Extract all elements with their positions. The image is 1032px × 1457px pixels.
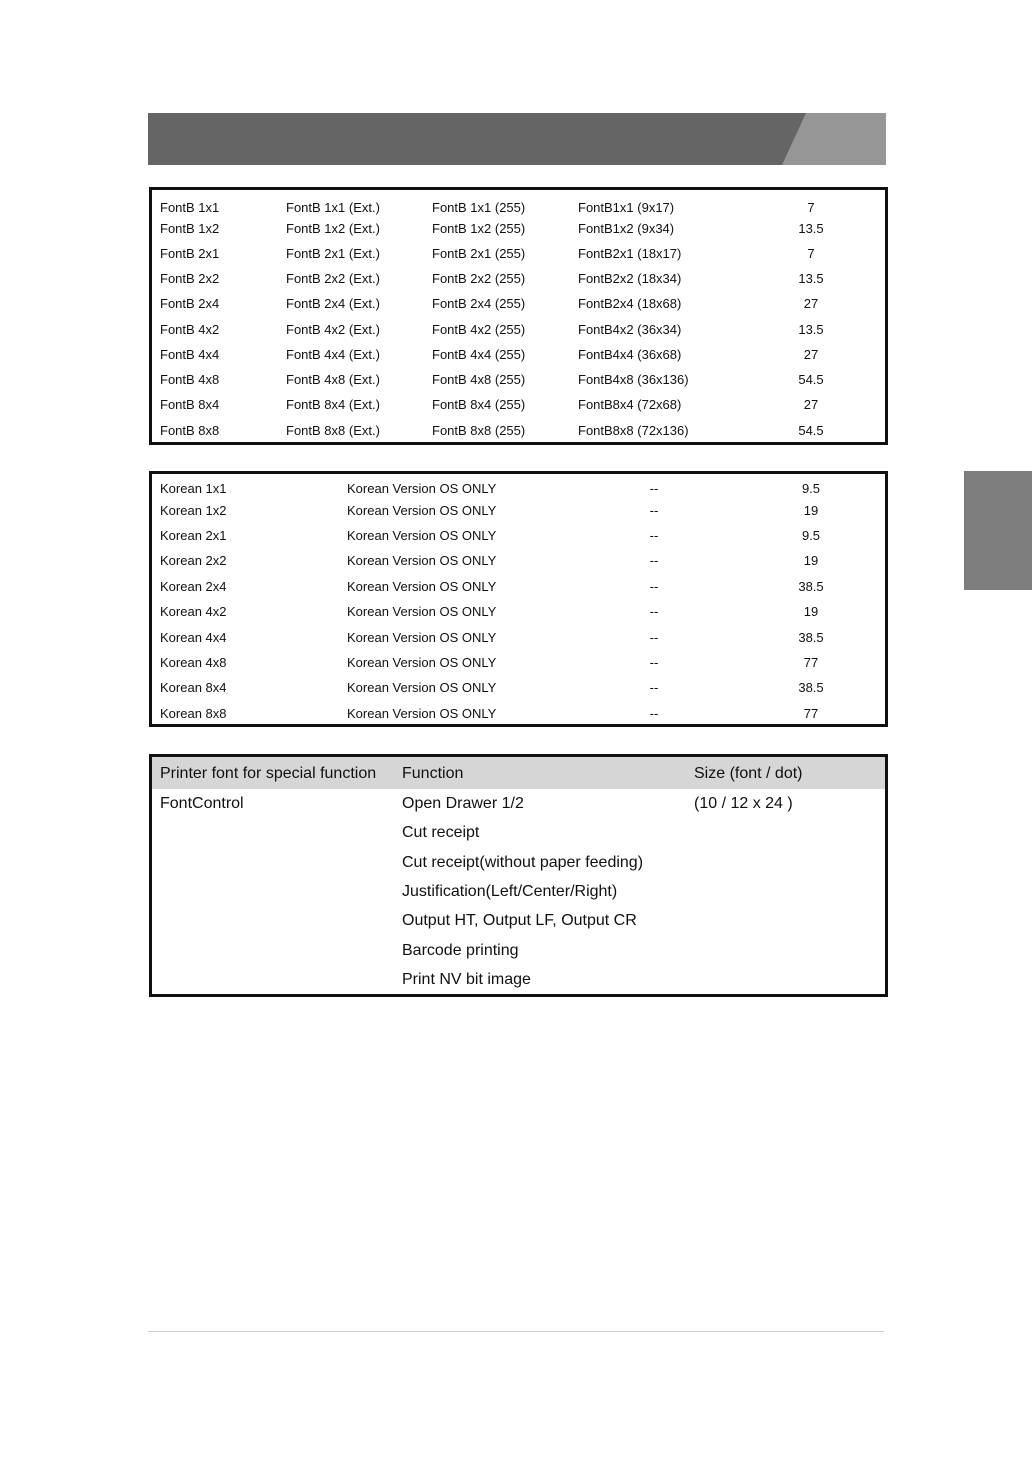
table-cell: Korean 4x4	[160, 630, 227, 645]
table-cell: Korean 8x8	[160, 706, 227, 721]
table-cell: FontB1x1 (9x17)	[578, 200, 675, 215]
table-row	[152, 479, 885, 499]
table-cell: FontB 4x8	[160, 372, 220, 387]
footer-divider	[148, 1331, 884, 1332]
table-cell: 9.5	[801, 481, 821, 496]
table-cell: 38.5	[798, 630, 824, 645]
table-cell: FontB2x2 (18x34)	[578, 271, 682, 286]
table-cell: 77	[803, 706, 819, 721]
header-cell-size: Size (font / dot)	[694, 765, 803, 782]
table-row	[152, 551, 885, 571]
table-cell: 38.5	[798, 579, 824, 594]
table-cell: FontB 2x4	[160, 296, 220, 311]
table-cell: 9.5	[801, 528, 821, 543]
table-row	[152, 501, 885, 521]
table-cell: FontB4x4 (36x68)	[578, 347, 682, 362]
table-cell: FontB 4x8 (Ext.)	[286, 372, 380, 387]
table-cell: Korean Version OS ONLY	[347, 680, 497, 695]
table-cell: FontB 8x4 (Ext.)	[286, 397, 380, 412]
table-cell: FontB8x4 (72x68)	[578, 397, 682, 412]
table-cell: FontB 8x4	[160, 397, 220, 412]
table-cell: FontB4x8 (36x136)	[578, 372, 689, 387]
table-cell: FontB 1x1 (255)	[432, 200, 526, 215]
table-cell: --	[649, 655, 659, 670]
table-cell: FontB 4x8 (255)	[432, 372, 526, 387]
table-cell: FontB 4x4	[160, 347, 220, 362]
table-cell: 19	[803, 553, 819, 568]
table-row	[152, 198, 885, 218]
table-row	[152, 653, 885, 673]
table-cell: 27	[803, 397, 819, 412]
header-cell-printer-font: Printer font for special function	[160, 765, 377, 782]
table-cell: Korean 2x1	[160, 528, 227, 543]
function-item: Barcode printing	[402, 941, 519, 959]
table-cell: Korean 4x8	[160, 655, 227, 670]
table-cell: FontB4x2 (36x34)	[578, 322, 682, 337]
table-cell: Korean Version OS ONLY	[347, 604, 497, 619]
table-cell: Korean 2x4	[160, 579, 227, 594]
table-cell: --	[649, 579, 659, 594]
table-cell: --	[649, 706, 659, 721]
table-cell: FontB 4x2 (255)	[432, 322, 526, 337]
table-cell: Korean Version OS ONLY	[347, 503, 497, 518]
table-cell: FontB 8x8 (Ext.)	[286, 423, 380, 438]
table-cell: 7	[807, 246, 815, 261]
table-row	[152, 628, 885, 648]
table-row	[152, 370, 885, 390]
table-cell: 38.5	[798, 680, 824, 695]
table-cell: --	[649, 553, 659, 568]
table-row	[152, 395, 885, 415]
table-cell: FontB8x8 (72x136)	[578, 423, 689, 438]
table-cell: 19	[803, 503, 819, 518]
font-name-cell: FontControl	[160, 795, 244, 812]
font-size-cell: (10 / 12 x 24 )	[694, 795, 793, 812]
table-cell: Korean 4x2	[160, 604, 227, 619]
table-cell: 13.5	[798, 221, 824, 236]
table-cell: 27	[803, 347, 819, 362]
table-row	[152, 421, 885, 441]
table-row	[152, 294, 885, 314]
table-cell: --	[649, 481, 659, 496]
chapter-header-bar	[148, 113, 886, 165]
section-side-tab	[964, 471, 1032, 590]
table-row	[152, 219, 885, 239]
table-cell: --	[649, 630, 659, 645]
table-cell: FontB 1x1	[160, 200, 220, 215]
table-cell: FontB 2x1 (255)	[432, 246, 526, 261]
table-cell: Korean 8x4	[160, 680, 227, 695]
table-cell: FontB2x1 (18x17)	[578, 246, 682, 261]
table-row	[152, 345, 885, 365]
table-cell: FontB 2x2 (255)	[432, 271, 526, 286]
table-cell: FontB 4x2 (Ext.)	[286, 322, 380, 337]
function-item: Justification(Left/Center/Right)	[402, 882, 618, 900]
table-cell: Korean 2x2	[160, 553, 227, 568]
table-cell: FontB 4x4 (255)	[432, 347, 526, 362]
function-item: Cut receipt(without paper feeding)	[402, 853, 644, 871]
table-cell: FontB2x4 (18x68)	[578, 296, 682, 311]
table-cell: FontB1x2 (9x34)	[578, 221, 675, 236]
table-cell: Korean Version OS ONLY	[347, 579, 497, 594]
table-cell: --	[649, 528, 659, 543]
table-row	[152, 602, 885, 622]
table-cell: Korean Version OS ONLY	[347, 553, 497, 568]
table-cell: Korean Version OS ONLY	[347, 481, 497, 496]
function-item: Print NV bit image	[402, 970, 531, 988]
table-cell: FontB 8x8 (255)	[432, 423, 526, 438]
table-cell: FontB 2x2	[160, 271, 220, 286]
table-cell: FontB 4x2	[160, 322, 220, 337]
table-cell: 7	[807, 200, 815, 215]
table-cell: FontB 4x4 (Ext.)	[286, 347, 380, 362]
table-cell: FontB 8x4 (255)	[432, 397, 526, 412]
fontb-table	[149, 187, 888, 445]
table-cell: FontB 2x1	[160, 246, 220, 261]
table-cell: --	[649, 503, 659, 518]
table-row	[152, 678, 885, 698]
table-cell: 13.5	[798, 322, 824, 337]
table-cell: FontB 1x2 (255)	[432, 221, 526, 236]
table-cell: FontB 2x4 (255)	[432, 296, 526, 311]
table-cell: 54.5	[798, 423, 824, 438]
table-cell: 77	[803, 655, 819, 670]
header-cell-function: Function	[402, 765, 464, 782]
table-cell: FontB 8x8	[160, 423, 220, 438]
table-row	[152, 244, 885, 264]
table-cell: Korean Version OS ONLY	[347, 706, 497, 721]
table-row	[152, 320, 885, 340]
table-cell: Korean 1x1	[160, 481, 227, 496]
function-item: Cut receipt	[402, 824, 480, 842]
table-row	[152, 704, 885, 724]
table-row	[152, 577, 885, 597]
function-item: Output HT, Output LF, Output CR	[402, 912, 637, 930]
table-cell: Korean Version OS ONLY	[347, 655, 497, 670]
table-cell: Korean Version OS ONLY	[347, 630, 497, 645]
table-cell: 13.5	[798, 271, 824, 286]
table-cell: FontB 2x1 (Ext.)	[286, 246, 380, 261]
table-cell: Korean 1x2	[160, 503, 227, 518]
table-cell: FontB 1x2 (Ext.)	[286, 221, 380, 236]
table-cell: 54.5	[798, 372, 824, 387]
table-cell: FontB 2x4 (Ext.)	[286, 296, 380, 311]
table-row	[152, 269, 885, 289]
special-table-header-row	[152, 757, 885, 789]
special-function-table	[149, 754, 888, 997]
table-cell: --	[649, 680, 659, 695]
korean-table	[149, 471, 888, 727]
table-cell: Korean Version OS ONLY	[347, 528, 497, 543]
table-cell: FontB 1x1 (Ext.)	[286, 200, 380, 215]
table-cell: 19	[803, 604, 819, 619]
table-row	[152, 526, 885, 546]
table-cell: FontB 1x2	[160, 221, 220, 236]
table-cell: 27	[803, 296, 819, 311]
table-cell: --	[649, 604, 659, 619]
function-item: Open Drawer 1/2	[402, 795, 524, 812]
table-cell: FontB 2x2 (Ext.)	[286, 271, 380, 286]
